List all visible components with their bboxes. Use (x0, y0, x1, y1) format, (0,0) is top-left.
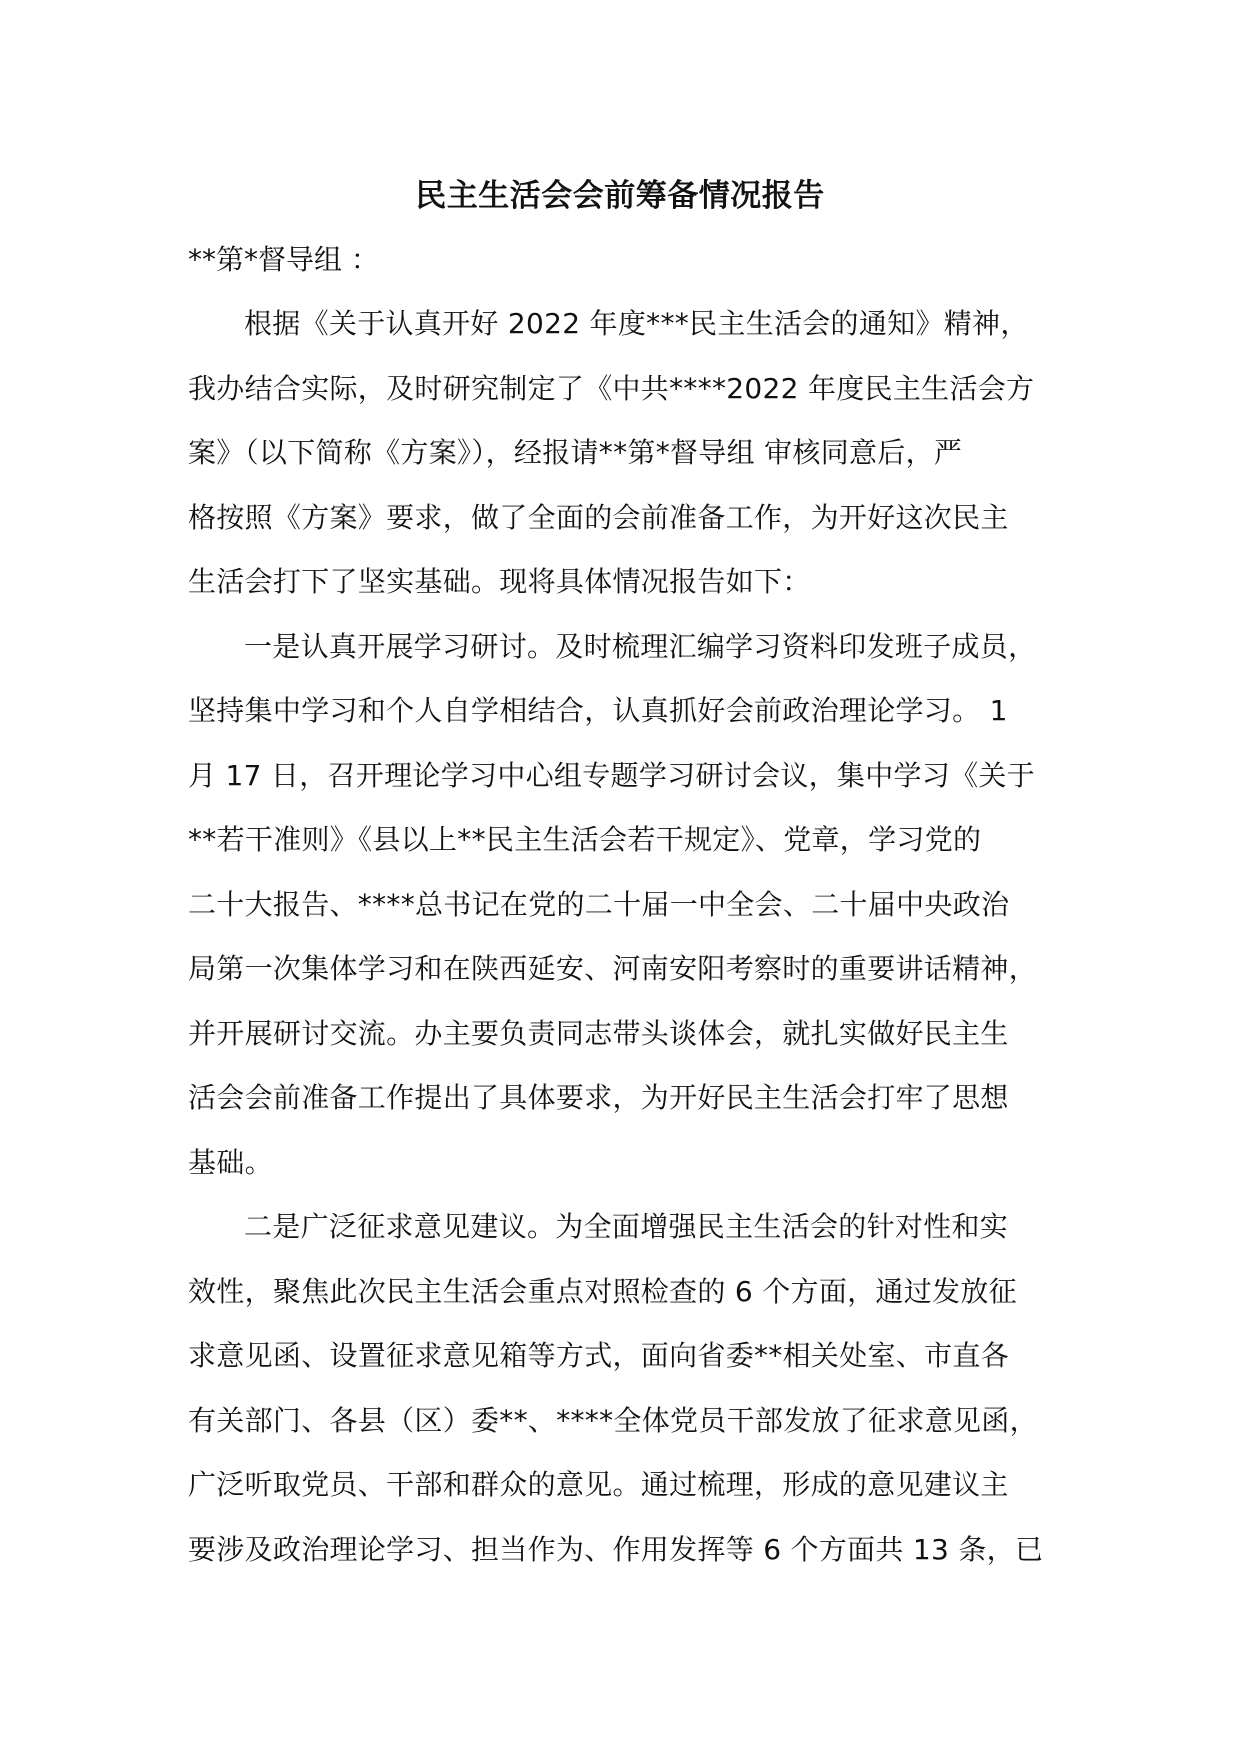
paragraph-2-line-6: 局第一次集体学习和在陕西延安、河南安阳考察时的重要讲话精神， (188, 952, 1038, 985)
paragraph-3-line-5: 广泛听取党员、干部和群众的意见。通过梳理，形成的意见建议主 (188, 1468, 1009, 1501)
paragraph-1-line-5: 生活会打下了坚实基础。现将具体情况报告如下： (188, 565, 811, 598)
paragraph-2-line-2: 坚持集中学习和个人自学相结合，认真抓好会前政治理论学习。 1 (188, 694, 1008, 727)
paragraph-3-line-6: 要涉及政治理论学习、担当作为、作用发挥等 6 个方面共 13 条，已 (188, 1533, 1044, 1566)
salutation: **第*督导组 ： (188, 243, 379, 276)
paragraph-1-line-4: 格按照《方案》要求，做了全面的会前准备工作，为开好这次民主 (188, 501, 1009, 534)
paragraph-2-line-5: 二十大报告、****总书记在党的二十届一中全会、二十届中央政治 (188, 888, 1010, 921)
paragraph-1-line-3: 案》（以下简称《方案》），经报请**第*督导组 审核同意后，严 (188, 436, 963, 469)
paragraph-2-line-8: 活会会前准备工作提出了具体要求，为开好民主生活会打牢了思想 (188, 1081, 1009, 1114)
paragraph-1-line-1: 根据《关于认真开好 2022 年度***民主生活会的通知》精神， (244, 307, 1029, 340)
paragraph-3-line-4: 有关部门、各县（区）委**、****全体党员干部发放了征求意见函， (188, 1404, 1038, 1437)
paragraph-3-line-1: 二是广泛征求意见建议。为全面增强民主生活会的针对性和实 (244, 1210, 1009, 1243)
paragraph-3-line-2: 效性，聚焦此次民主生活会重点对照检查的 6 个方面，通过发放征 (188, 1275, 1017, 1308)
paragraph-3-line-3: 求意见函、设置征求意见箱等方式，面向省委**相关处室、市直各 (188, 1339, 1010, 1372)
paragraph-2-line-4: **若干准则》《县以上**民主生活会若干规定》、党章，学习党的 (188, 823, 982, 856)
document-title: 民主生活会会前筹备情况报告 (415, 178, 825, 214)
paragraph-2-line-1: 一是认真开展学习研讨。及时梳理汇编学习资料印发班子成员， (244, 630, 1037, 663)
paragraph-1-line-2: 我办结合实际，及时研究制定了《中共****2022 年度民主生活会方 (188, 372, 1035, 405)
paragraph-2-line-3: 月 17 日，召开理论学习中心组专题学习研讨会议，集中学习《关于 (188, 759, 1036, 792)
paragraph-2-line-7: 并开展研讨交流。办主要负责同志带头谈体会，就扎实做好民主生 (188, 1017, 1009, 1050)
paragraph-2-line-9: 基础。 (188, 1146, 273, 1179)
